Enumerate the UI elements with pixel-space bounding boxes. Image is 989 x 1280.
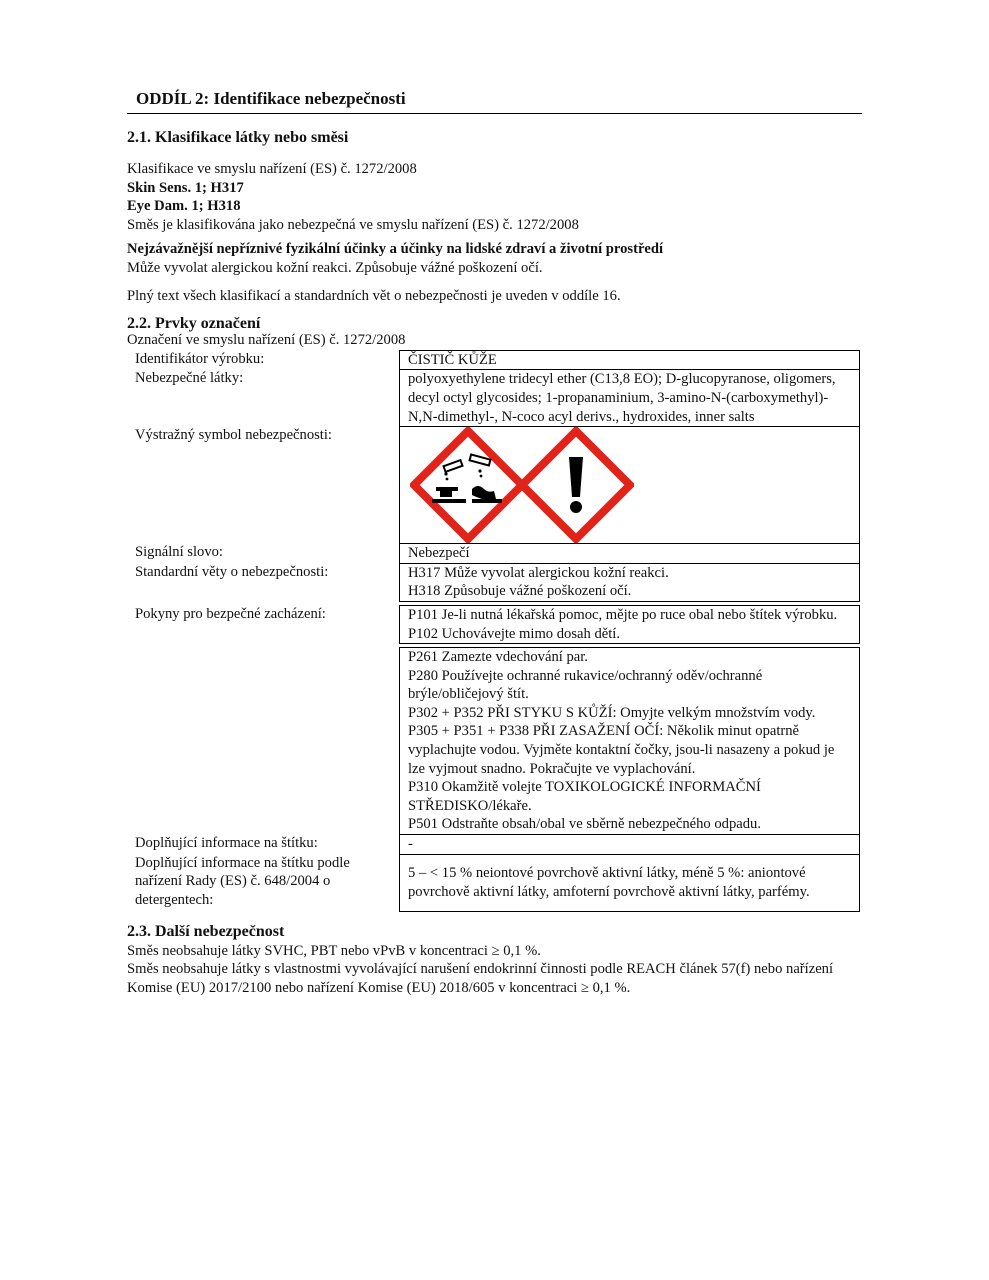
hazardous-substances-label: Nebezpečné látky:	[135, 370, 244, 387]
detergent-info-value: 5 – < 15 % neiontové povrchově aktivní látky, méně 5 %: aniontové povrchově aktivní látky, amfoterní povrchově aktivní látky, parfémy.	[399, 854, 860, 912]
labelling-intro: Označení ve smyslu nařízení (ES) č. 1272/2008	[127, 332, 406, 349]
other-hazards-line1: Směs neobsahuje látky SVHC, PBT nebo vPvB v koncentraci ≥ 0,1 %.	[127, 942, 541, 959]
classification-skin-sens: Skin Sens. 1; H317	[127, 179, 244, 196]
label-elements-table	[127, 350, 860, 912]
product-id-value: ČISTIČ KŮŽE	[399, 350, 860, 370]
precautionary-statement: P261 Zamezte vdechování par.	[408, 649, 588, 666]
corrosion-icon	[410, 427, 526, 543]
precautionary-statement: P280 Používejte ochranné rukavice/ochranný oděv/ochranné brýle/obličejový štít.	[408, 667, 763, 703]
other-hazards-line2: Směs neobsahuje látky s vlastnostmi vyvolávající narušení endokrinní činnosti podle REACH článek 57(f) nebo nařízení Komise (EU) 2017/2100 nebo nařízení Komise (EU) 2018/605 v koncentraci ≥ 0,1 %.	[127, 961, 834, 996]
classification-eye-dam: Eye Dam. 1; H318	[127, 198, 241, 215]
precautionary-statements-cell-a	[399, 605, 860, 644]
effects-heading: Nejzávažnější nepříznivé fyzikální účinky a účinky na lidské zdraví a životní prostředí	[127, 241, 664, 258]
classification-statement: Směs je klasifikována jako nebezpečná ve smyslu nařízení (ES) č. 1272/2008	[127, 216, 579, 233]
effects-text: Může vyvolat alergickou kožní reakci. Způsobuje vážné poškození očí.	[127, 259, 543, 276]
precautionary-statements-cell-b	[399, 647, 860, 834]
hazard-statement: H317 Může vyvolat alergickou kožní reakci.	[408, 564, 669, 581]
product-id-label: Identifikátor výrobku:	[135, 350, 265, 367]
pictogram-label: Výstražný symbol nebezpečnosti:	[135, 427, 332, 444]
supplementary-info-label: Doplňující informace na štítku:	[135, 835, 318, 852]
signal-word-label: Signální slovo:	[135, 544, 223, 561]
subsection-2-3-title: 2.3. Další nebezpečnost	[127, 922, 285, 940]
pictogram-cell	[399, 426, 860, 543]
hazard-statement: H318 Způsobuje vážné poškození očí.	[408, 583, 632, 600]
precautionary-statement: P102 Uchovávejte mimo dosah dětí.	[408, 625, 620, 642]
classification-intro: Klasifikace ve smyslu nařízení (ES) č. 1272/2008	[127, 161, 417, 177]
detergent-info-label: Doplňující informace na štítku podle nařízení Rady (ES) č. 648/2004 o detergentech:	[135, 854, 350, 908]
precautionary-statement: P302 + P352 PŘI STYKU S KŮŽÍ: Omyjte velkým množstvím vody.	[408, 704, 816, 721]
section-title: ODDÍL 2: Identifikace nebezpečnosti	[127, 88, 862, 114]
hazard-statements-cell	[399, 563, 860, 602]
sds-page	[127, 88, 862, 997]
hazard-statements-label: Standardní věty o nebezpečnosti:	[135, 563, 329, 580]
supplementary-info-value: -	[399, 834, 860, 854]
precautionary-statement: P310 Okamžitě volejte TOXIKOLOGICKÉ INFORMAČNÍ STŘEDISKO/lékaře.	[408, 779, 761, 814]
subsection-2-1-title: 2.1. Klasifikace látky nebo směsi	[127, 129, 349, 146]
hazardous-substances-value: polyoxyethylene tridecyl ether (C13,8 EO); D-glucopyranose, oligomers, decyl octyl glycosides; 1-propanaminium, 3-amino-N-(carboxymethyl)-N,N-dimethyl-, N-coco acyl derivs., hydroxides, inner salts	[399, 369, 860, 426]
signal-word-value: Nebezpečí	[399, 543, 860, 563]
precautionary-statements-label: Pokyny pro bezpečné zacházení:	[135, 605, 326, 622]
exclamation-mark-icon	[518, 427, 634, 543]
precautionary-statement: P101 Je-li nutná lékařská pomoc, mějte po ruce obal nebo štítek výrobku.	[408, 606, 838, 623]
precautionary-statement: P305 + P351 + P338 PŘI ZASAŽENÍ OČÍ: Několik minut opatrně vyplachujte vodou. Vyjměte kontaktní čočky, jsou-li nasazeny a pokud je lze vyjmout snadno. Pokračujte ve vyplachování.	[408, 723, 835, 777]
precautionary-statement: P501 Odstraňte obsah/obal ve sběrně nebezpečného odpadu.	[408, 816, 761, 833]
subsection-2-2-title: 2.2. Prvky označení	[127, 315, 261, 333]
fulltext-note: Plný text všech klasifikací a standardních vět o nebezpečnosti je uveden v oddíle 16.	[127, 287, 621, 304]
